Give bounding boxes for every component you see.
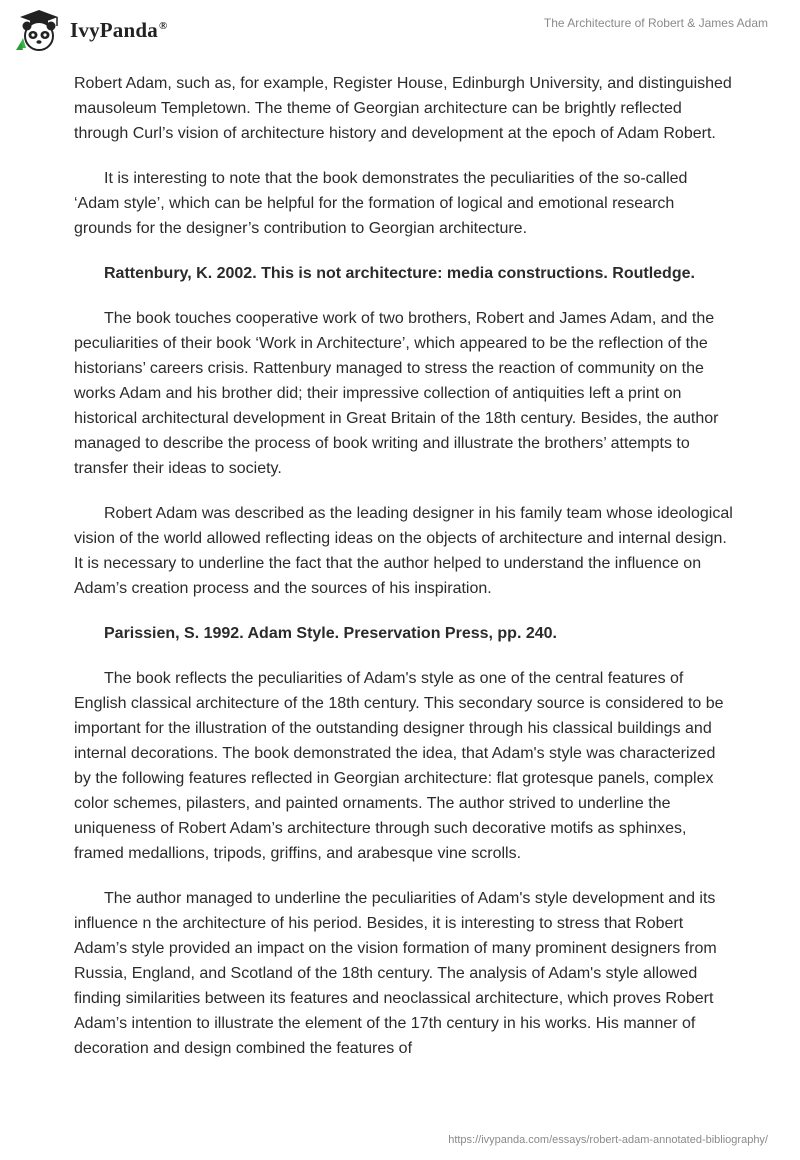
- paragraph: Robert Adam, such as, for example, Register House, Edinburgh University, and distinguished mausoleum Templetown. The theme of Georgian architecture can be brightly reflected through Curl’s vision of architecture history and development at the epoch of Adam Robert.: [74, 75, 732, 142]
- essay-body: [74, 71, 734, 1081]
- paragraph: The book reflects the peculiarities of Adam's style as one of the central features of English classical architecture of the 18th century. This secondary source is considered to be important for the illustration of the outstanding designer through his classical buildings and internal decorations. The book demonstrated the idea, that Adam's style was characterized by the following features reflected in Georgian architecture: flat grotesque panels, complex color schemes, pilasters, and painted ornaments. The author strived to underline the uniqueness of Robert Adam’s architecture through such decorative motifs as sphinxes, framed medallions, tripods, griffins, and arabesque vine scrolls.: [74, 670, 724, 862]
- paragraph: It is interesting to note that the book demonstrates the peculiarities of the so-called ‘Adam style’, which can be helpful for the formation of logical and emotional research grounds for the designer’s contribution to Georgian architecture.: [74, 170, 688, 237]
- paragraph: Robert Adam was described as the leading designer in his family team whose ideological vision of the world allowed reflecting ideas on the objects of architecture and internal design. It is necessary to underline the fact that the author helped to understand the influence on Adam’s creation process and the sources of his inspiration.: [74, 505, 733, 597]
- document-title: The Architecture of Robert & James Adam: [543, 16, 768, 30]
- panda-graduate-icon: [14, 8, 64, 52]
- brand-name: IvyPanda®: [70, 17, 168, 42]
- source-url[interactable]: https://ivypanda.com/essays/robert-adam-annotated-bibliography/: [448, 1134, 768, 1146]
- bibliography-citation: Rattenbury, K. 2002. This is not architecture: media constructions. Routledge.: [104, 265, 695, 282]
- page-header: [0, 0, 800, 60]
- brand-logo[interactable]: [14, 8, 167, 52]
- paragraph: The book touches cooperative work of two brothers, Robert and James Adam, and the peculiarities of their book ‘Work in Architecture’, which appeared to be the reflection of the historians’ careers crisis. Rattenbury managed to stress the reaction of community on the works Adam and his brother did; their impressive collection of antiquities left a print on historical architectural development in Great Britain of the 18th century. Besides, the author managed to describe the process of book writing and illustrate the brothers’ attempts to transfer their ideas to society.: [74, 310, 719, 477]
- paragraph: The author managed to underline the peculiarities of Adam's style development and its influence n the architecture of his period. Besides, it is interesting to stress that Robert Adam’s style provided an impact on the vision formation of many prominent designers from Russia, England, and Scotland of the 18th century. The analysis of Adam's style allowed finding similarities between its features and neoclassical architecture, which proves Robert Adam’s intention to illustrate the element of the 17th century in his works. His manner of decoration and design combined the features of: [74, 890, 717, 1057]
- bibliography-citation: Parissien, S. 1992. Adam Style. Preservation Press, pp. 240.: [104, 625, 557, 642]
